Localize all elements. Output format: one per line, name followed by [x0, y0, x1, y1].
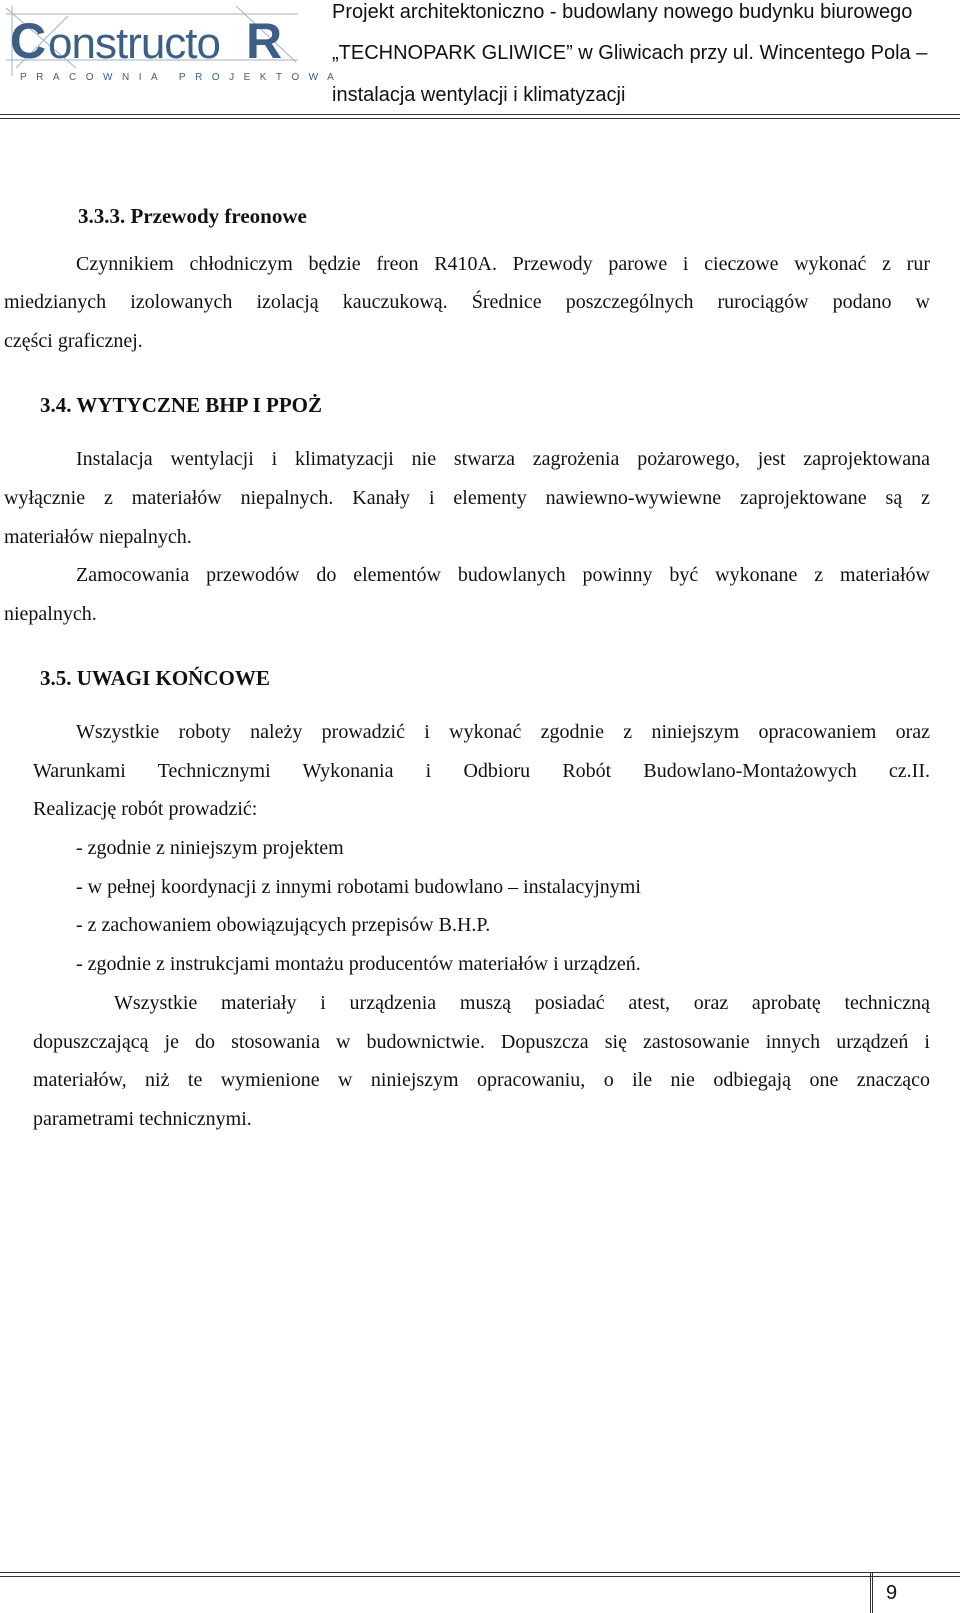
paragraph-line: Zamocowania przewodów do elementów budowlanych powinny być wykonane z materiałów	[76, 564, 930, 586]
page-number: 9	[886, 1582, 898, 1604]
section-heading-3-4: 3.4. WYTYCZNE BHP I PPOŻ	[40, 393, 322, 417]
svg-text:PRACOWNIA PROJEKTOWA: PRACOWNIA PROJEKTOWA	[20, 72, 344, 83]
paragraph-line: parametrami technicznymi.	[33, 1108, 252, 1130]
list-item: - zgodnie z instrukcjami montażu producentów materiałów i urządzeń.	[76, 953, 641, 975]
company-logo	[6, 6, 344, 86]
paragraph-line: materiałów, niż te wymienione w niniejszym opracowaniu, o ile nie odbiegają one znacząco	[33, 1069, 930, 1091]
svg-text:onstructo: onstructo	[48, 19, 220, 68]
header-project-scope: instalacja wentylacji i klimatyzacji	[332, 84, 626, 106]
header-project-title: Projekt architektoniczno - budowlany nowego budynku biurowego	[332, 1, 913, 23]
paragraph-line: Wszystkie materiały i urządzenia muszą posiadać atest, oraz aprobatę techniczną	[114, 992, 930, 1014]
paragraph-line: Realizację robót prowadzić:	[33, 798, 258, 820]
footer-divider	[0, 1572, 960, 1577]
paragraph-line: wyłącznie z materiałów niepalnych. Kanały i elementy nawiewno-wywiewne zaprojektowane są z	[4, 487, 930, 509]
header-divider	[0, 114, 960, 119]
header-project-location: „TECHNOPARK GLIWICE” w Gliwicach przy ul. Wincentego Pola –	[332, 42, 928, 64]
paragraph-line: materiałów niepalnych.	[4, 526, 192, 548]
paragraph-line: Wszystkie roboty należy prowadzić i wykonać zgodnie z niniejszym opracowaniem oraz	[76, 721, 930, 743]
page-number-box	[870, 1572, 963, 1613]
section-heading-3-3-3: 3.3.3. Przewody freonowe	[78, 204, 307, 228]
list-item: - w pełnej koordynacji z innymi robotami budowlano – instalacyjnymi	[76, 876, 641, 898]
section-heading-3-5: 3.5. UWAGI KOŃCOWE	[40, 666, 270, 690]
paragraph-line: części graficznej.	[4, 330, 143, 352]
svg-text:C: C	[10, 13, 45, 69]
list-item: - zgodnie z niniejszym projektem	[76, 837, 344, 859]
paragraph-line: niepalnych.	[4, 603, 97, 625]
svg-text:R: R	[246, 13, 283, 69]
paragraph-line: dopuszczającą je do stosowania w budownictwie. Dopuszcza się zastosowanie innych urządzeń i	[33, 1031, 930, 1053]
paragraph-line: Instalacja wentylacji i klimatyzacji nie stwarza zagrożenia pożarowego, jest zaprojektowana	[76, 448, 930, 470]
list-item: - z zachowaniem obowiązujących przepisów B.H.P.	[76, 914, 491, 936]
paragraph-line: miedzianych izolowanych izolacją kauczukową. Średnice poszczególnych rurociągów podano w	[4, 291, 930, 313]
paragraph-line: Warunkami Technicznymi Wykonania i Odbioru Robót Budowlano-Montażowych cz.II.	[33, 760, 930, 782]
paragraph-line: Czynnikiem chłodniczym będzie freon R410A. Przewody parowe i cieczowe wykonać z rur	[76, 253, 930, 275]
